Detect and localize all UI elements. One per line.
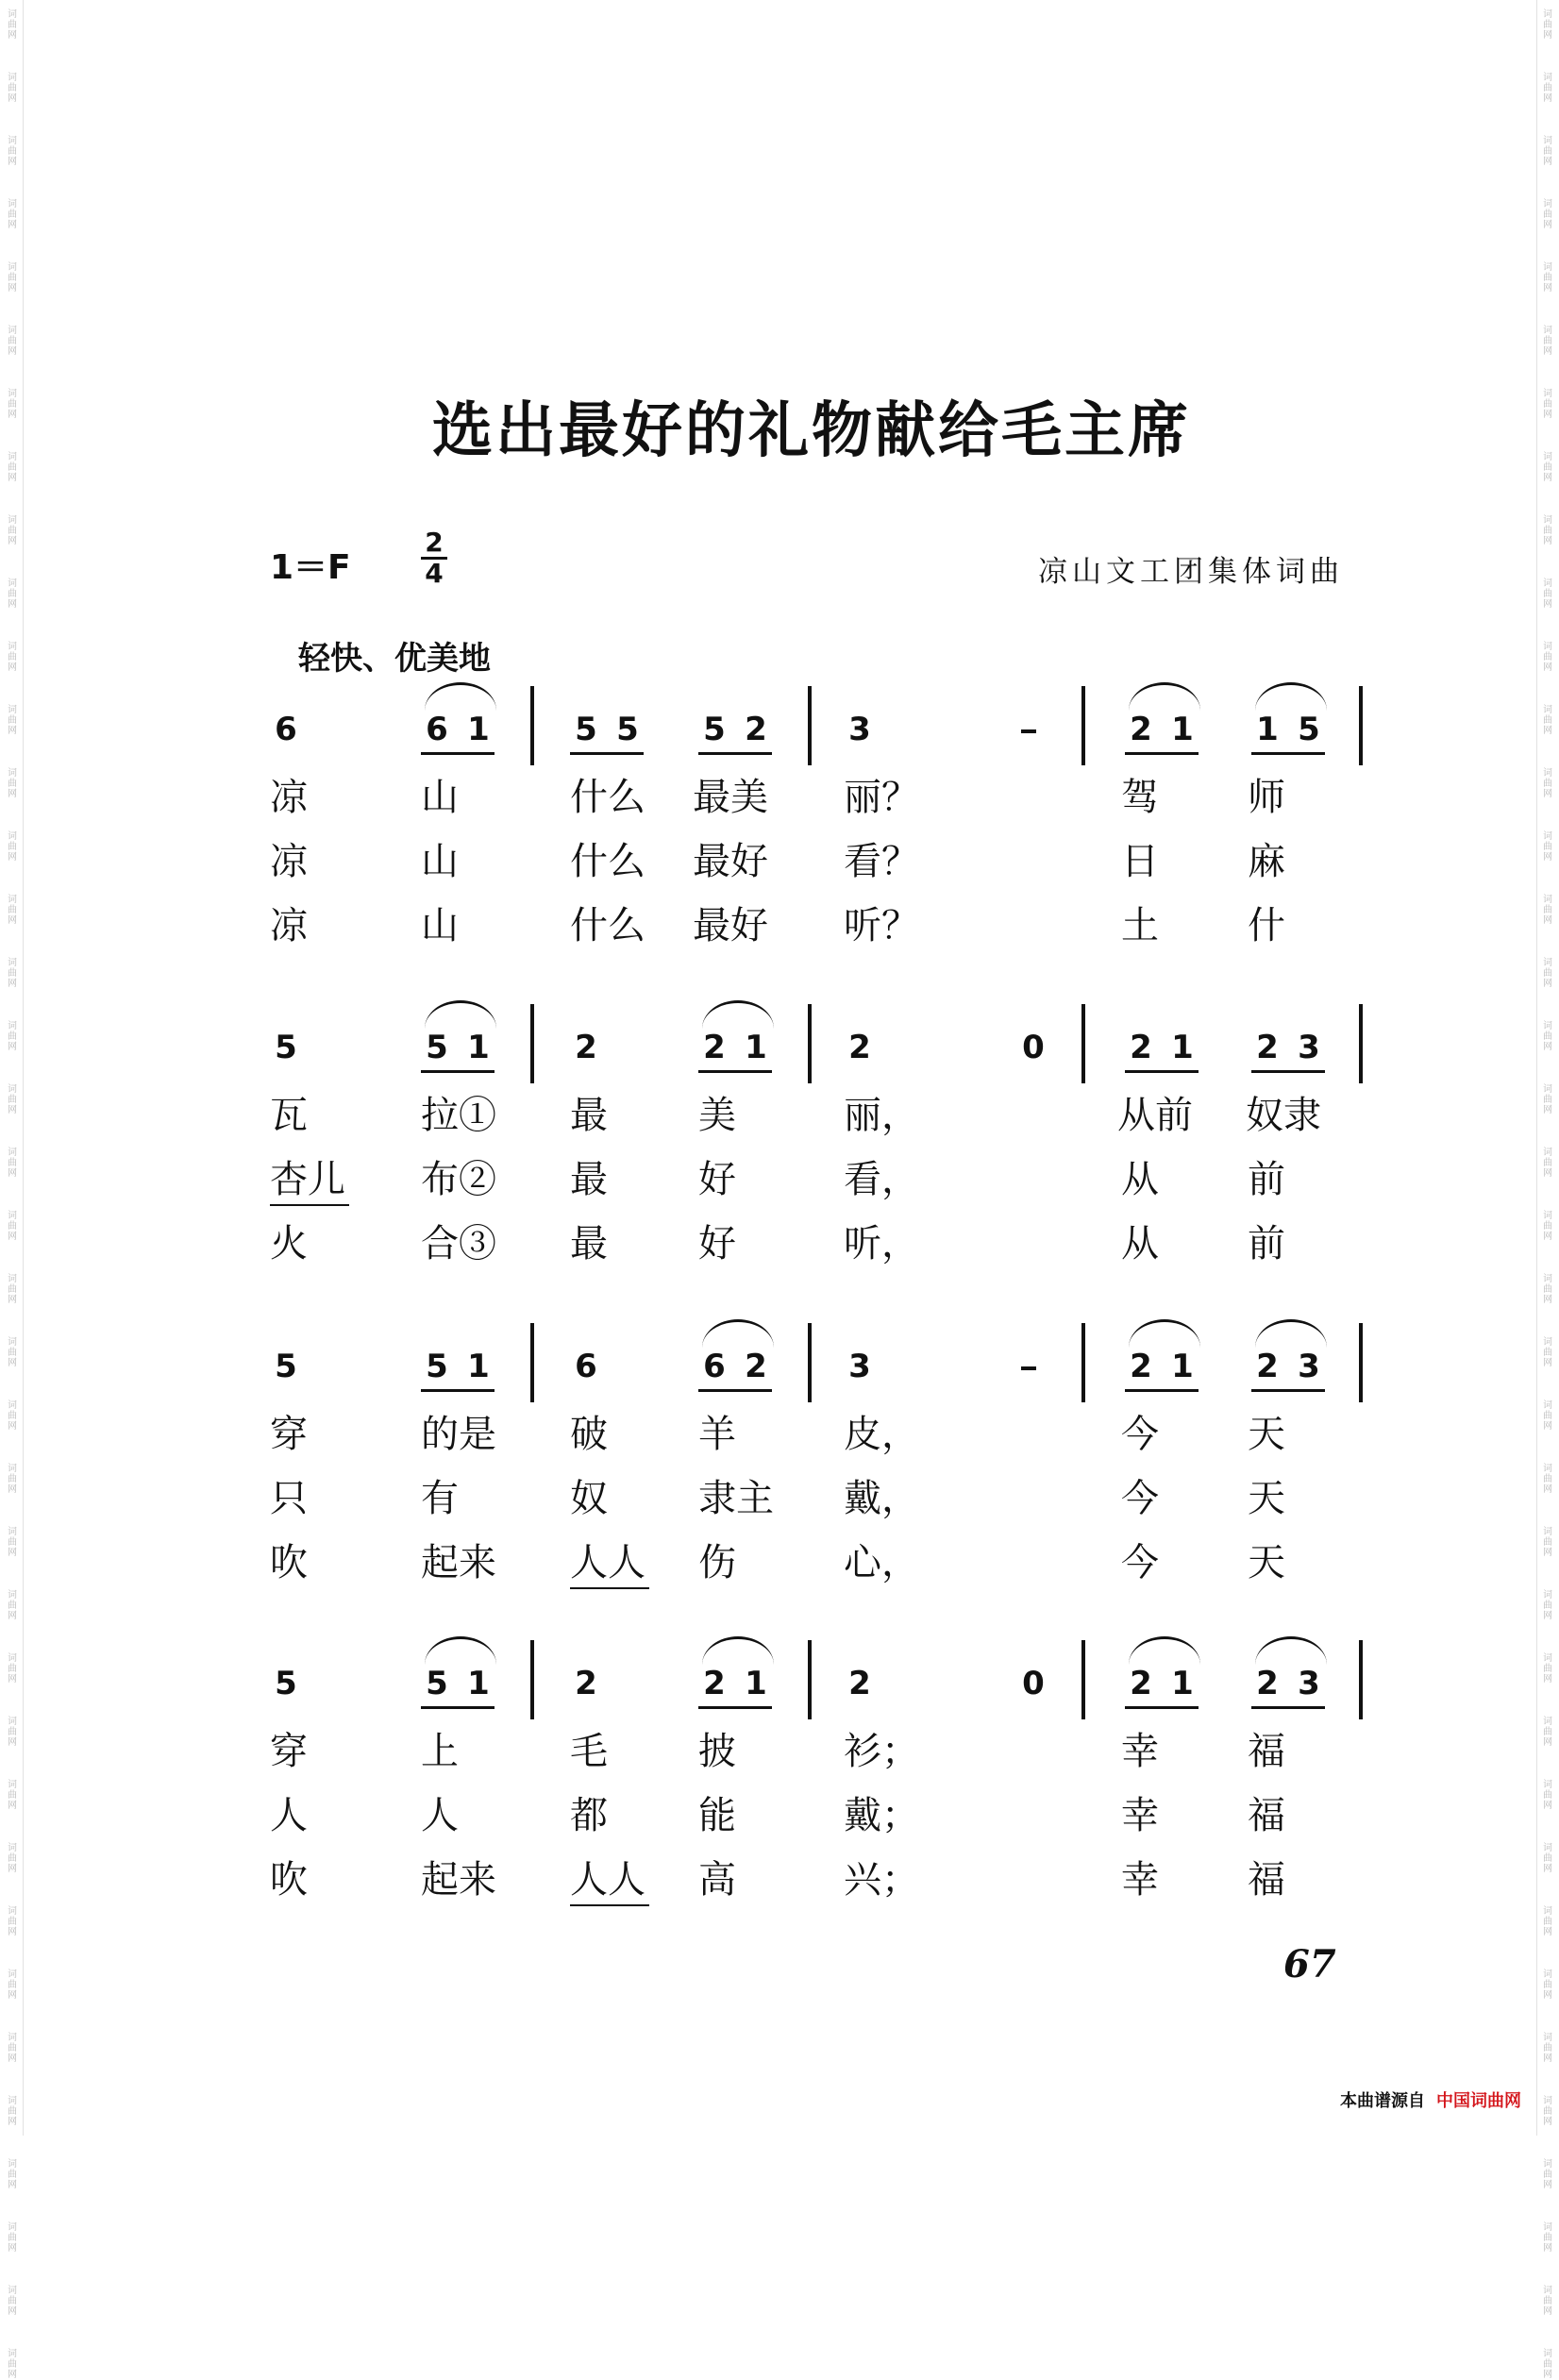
note: 5 [616,711,639,748]
watermark-text: 词曲网 [1543,2286,1552,2317]
lyric: 看， [844,1158,919,1201]
barline [1359,1004,1363,1083]
lyric: 听， [844,1222,919,1265]
eighth-beam [1125,1706,1199,1709]
lyric: 什 [1248,904,1285,947]
lyric: 人人 [570,1858,645,1902]
lyric: 天 [1248,1541,1285,1584]
watermark-text: 词曲网 [8,1400,17,1432]
watermark-text: 词曲网 [1543,1780,1552,1811]
watermark-text: 词曲网 [1543,895,1552,926]
watermark-text: 词曲网 [8,1021,17,1052]
watermark-text: 词曲网 [8,2349,17,2380]
watermark-text: 词曲网 [1543,9,1552,41]
eighth-beam [1125,752,1199,755]
lyric: 前 [1248,1222,1285,1265]
watermark-text: 词曲网 [8,768,17,799]
watermark-text: 词曲网 [1543,199,1552,230]
note: 5 [575,711,597,748]
lyric: 的是 [421,1413,496,1456]
watermark-text: 词曲网 [8,1653,17,1684]
watermark-text: 词曲网 [8,452,17,483]
lyric: 兴； [844,1858,919,1902]
lyric: 杏儿 [270,1158,345,1201]
lyric: 穿 [270,1730,308,1773]
watermark-text: 词曲网 [1543,1337,1552,1368]
note: 5 [275,1348,297,1385]
watermark-text: 词曲网 [1543,262,1552,293]
barline [1359,1323,1363,1402]
watermark-text: 词曲网 [8,389,17,420]
lyric: 师 [1248,776,1285,819]
lyric: 天 [1248,1413,1285,1456]
note: 2 [848,1665,871,1702]
lyric: 山 [421,840,459,883]
lyric: 今 [1121,1541,1159,1584]
note: 3 [848,1348,871,1385]
lyric: 山 [421,776,459,819]
lyric: 最好 [693,904,768,947]
eighth-beam [421,1706,495,1709]
watermark-text: 词曲网 [8,2159,17,2190]
watermark-text: 词曲网 [8,1780,17,1811]
note: 1 [1171,1029,1194,1066]
watermark-text: 词曲网 [8,326,17,357]
watermark-text: 词曲网 [8,1906,17,1937]
note: 1 [745,1665,767,1702]
note: 2 [1130,1348,1152,1385]
lyric: 布② [421,1158,496,1201]
eighth-beam [421,752,495,755]
note: 3 [1298,1348,1320,1385]
watermark-text: 词曲网 [8,642,17,673]
note: 6 [703,1348,726,1385]
note: 2 [703,1665,726,1702]
watermark-text: 词曲网 [1543,515,1552,546]
watermark-text: 词曲网 [8,1148,17,1179]
time-signature [421,528,447,588]
eighth-beam [1125,1070,1199,1073]
barline [808,1640,812,1719]
lyric: 土 [1121,904,1159,947]
lyric: 丽， [844,1094,919,1137]
eighth-beam [1125,1389,1199,1392]
note: 2 [1130,1665,1152,1702]
lyric: 毛 [570,1730,608,1773]
watermark-text: 词曲网 [8,2286,17,2317]
barline [1081,1640,1085,1719]
sustain-dash [1021,729,1036,733]
lyric: 今 [1121,1477,1159,1520]
lyric: 幸 [1121,1730,1159,1773]
lyric: 披 [698,1730,736,1773]
watermark-text: 词曲网 [1543,1464,1552,1495]
time-denominator: 4 [425,558,444,589]
watermark-text: 词曲网 [1543,1148,1552,1179]
watermark-text: 词曲网 [1543,452,1552,483]
watermark-text: 词曲网 [1543,2349,1552,2380]
lyric: 隶主 [698,1477,774,1520]
note: 1 [467,1348,490,1385]
lyric: 山 [421,904,459,947]
note: 0 [1022,1665,1045,1702]
barline [808,1004,812,1083]
lyric: 戴， [844,1477,919,1520]
barline [530,1640,534,1719]
eighth-beam [1251,1070,1325,1073]
lyric: 幸 [1121,1794,1159,1837]
slur [1255,682,1327,711]
watermark-text: 词曲网 [1543,768,1552,799]
note: 5 [703,711,726,748]
score-system-3 [0,1348,1559,1650]
eighth-beam [421,1070,495,1073]
lyric: 吹 [270,1541,308,1584]
watermark-text: 词曲网 [1543,136,1552,167]
lyric: 天 [1248,1477,1285,1520]
lyric: 瓦 [270,1094,308,1137]
note: 1 [1256,711,1279,748]
lyric: 好 [698,1158,736,1201]
lyric: 凉 [270,840,308,883]
lyric: 日 [1121,840,1159,883]
note: 5 [426,1029,448,1066]
lyric: 幸 [1121,1858,1159,1902]
lyric: 看？ [844,840,919,883]
lyric: 奴隶 [1246,1094,1321,1137]
watermark-text: 词曲网 [1543,2096,1552,2127]
note: 3 [1298,1029,1320,1066]
watermark-text: 词曲网 [8,1717,17,1748]
note: 2 [745,711,767,748]
watermark-text: 词曲网 [8,1527,17,1558]
lyric: 福 [1248,1858,1285,1902]
note: 1 [467,711,490,748]
lyric: 什么 [570,904,645,947]
watermark-text: 词曲网 [1543,2159,1552,2190]
eighth-beam [698,1706,772,1709]
watermark-text: 词曲网 [8,2033,17,2064]
tempo-marking: 轻快、优美地 [298,640,491,678]
note: 6 [426,711,448,748]
eighth-beam [1251,1706,1325,1709]
score-system-2 [0,1029,1559,1331]
barline [1081,686,1085,765]
note: 5 [426,1665,448,1702]
time-numerator: 2 [421,528,447,560]
watermark-text: 词曲网 [8,136,17,167]
note: 2 [1130,1029,1152,1066]
barline [1081,1323,1085,1402]
barline [530,1323,534,1402]
watermark-text: 词曲网 [8,705,17,736]
lyric: 什么 [570,840,645,883]
watermark-text: 词曲网 [1543,578,1552,610]
lyric: 福 [1248,1730,1285,1773]
watermark-text: 词曲网 [1543,958,1552,989]
watermark-text: 词曲网 [1543,1400,1552,1432]
note: 1 [467,1665,490,1702]
watermark-text: 词曲网 [1543,1653,1552,1684]
note: 2 [1256,1029,1279,1066]
barline [808,686,812,765]
watermark-text: 词曲网 [8,958,17,989]
note: 2 [703,1029,726,1066]
note: 1 [467,1029,490,1066]
lyric: 穿 [270,1413,308,1456]
watermark-text: 词曲网 [8,1464,17,1495]
watermark-text: 词曲网 [1543,2222,1552,2254]
lyric: 凉 [270,776,308,819]
note: 2 [1256,1348,1279,1385]
score-system-1 [0,711,1559,1013]
lyric-underline [570,1904,649,1906]
watermark-text: 词曲网 [1543,1906,1552,1937]
lyric: 心， [844,1541,919,1584]
lyric: 戴； [844,1794,919,1837]
note: 1 [1171,1665,1194,1702]
watermark-text: 词曲网 [8,1084,17,1115]
lyric: 从 [1121,1158,1159,1201]
lyric: 吹 [270,1858,308,1902]
barline [1359,686,1363,765]
lyric: 人人 [570,1541,645,1584]
watermark-text: 词曲网 [1543,705,1552,736]
eighth-beam [570,752,644,755]
lyric: 皮， [844,1413,919,1456]
lyric: 起来 [421,1541,496,1584]
watermark-text: 词曲网 [1543,642,1552,673]
barline [530,1004,534,1083]
watermark-text: 词曲网 [8,515,17,546]
note: 2 [575,1665,597,1702]
lyric: 听？ [844,904,919,947]
watermark-text: 词曲网 [8,578,17,610]
lyric: 都 [570,1794,608,1837]
lyric-underline [270,1204,349,1206]
eighth-beam [1251,1389,1325,1392]
lyric: 伤 [698,1541,736,1584]
lyric: 人 [270,1794,308,1837]
barline [530,686,534,765]
watermark-text: 词曲网 [1543,1527,1552,1558]
note: 1 [745,1029,767,1066]
lyric: 最 [570,1222,608,1265]
lyric: 最 [570,1094,608,1137]
watermark-text: 词曲网 [1543,73,1552,104]
watermark-text: 词曲网 [8,1843,17,1874]
lyric: 从前 [1117,1094,1193,1137]
source-site-link[interactable]: 中国词曲网 [1436,2091,1521,2111]
note: 1 [1171,711,1194,748]
score-system-4 [0,1665,1559,1967]
lyric: 有 [421,1477,459,1520]
lyric: 丽？ [844,776,919,819]
watermark-text: 词曲网 [8,9,17,41]
lyric: 什么 [570,776,645,819]
note: 2 [1130,711,1152,748]
barline [1081,1004,1085,1083]
watermark-text: 词曲网 [1543,1211,1552,1242]
note: 5 [275,1665,297,1702]
watermark-text: 词曲网 [1543,389,1552,420]
barline [1359,1640,1363,1719]
key-signature: 1＝F [270,548,351,587]
watermark-text: 词曲网 [8,1590,17,1621]
watermark-text: 词曲网 [1543,1084,1552,1115]
note: 5 [275,1029,297,1066]
slur [425,682,496,711]
watermark-text: 词曲网 [1543,1843,1552,1874]
watermark-text: 词曲网 [1543,1717,1552,1748]
eighth-beam [421,1389,495,1392]
watermark-text: 词曲网 [8,1274,17,1305]
watermark-text: 词曲网 [1543,1969,1552,2001]
lyric: 起来 [421,1858,496,1902]
sustain-dash [1021,1366,1036,1370]
note: 6 [575,1348,597,1385]
source-label: 本曲谱源自 [1340,2091,1425,2111]
song-title: 选出最好的礼物献给毛主席 [432,395,1191,466]
lyric: 高 [698,1858,736,1902]
lyric: 今 [1121,1413,1159,1456]
watermark-text: 词曲网 [8,2222,17,2254]
note: 1 [1171,1348,1194,1385]
lyric: 麻 [1248,840,1285,883]
watermark-text: 词曲网 [8,199,17,230]
watermark-text: 词曲网 [8,73,17,104]
lyric: 奴 [570,1477,608,1520]
note: 2 [575,1029,597,1066]
lyric: 福 [1248,1794,1285,1837]
watermark-text: 词曲网 [8,1969,17,2001]
lyric: 凉 [270,904,308,947]
lyric: 衫； [844,1730,919,1773]
note: 2 [745,1348,767,1385]
lyric: 好 [698,1222,736,1265]
eighth-beam [698,752,772,755]
eighth-beam [698,1389,772,1392]
slur [1129,682,1200,711]
note: 0 [1022,1029,1045,1066]
watermark-text: 词曲网 [1543,1021,1552,1052]
lyric: 前 [1248,1158,1285,1201]
eighth-beam [1251,752,1325,755]
note: 6 [275,711,297,748]
watermark-text: 词曲网 [1543,326,1552,357]
page-number: 67 [1283,1942,1336,1986]
note: 2 [1256,1665,1279,1702]
watermark-text: 词曲网 [8,1211,17,1242]
note: 3 [848,711,871,748]
eighth-beam [698,1070,772,1073]
note: 3 [1298,1665,1320,1702]
lyric: 上 [421,1730,459,1773]
lyric: 拉① [421,1094,496,1137]
watermark-text: 词曲网 [8,2096,17,2127]
watermark-text: 词曲网 [8,895,17,926]
note: 5 [426,1348,448,1385]
lyric: 最 [570,1158,608,1201]
lyric-underline [570,1587,649,1589]
note: 2 [848,1029,871,1066]
note: 5 [1298,711,1320,748]
watermark-text: 词曲网 [8,1337,17,1368]
lyric: 只 [270,1477,308,1520]
watermark-text: 词曲网 [1543,831,1552,863]
lyric: 最好 [693,840,768,883]
lyric: 美 [698,1094,736,1137]
barline [808,1323,812,1402]
lyric: 火 [270,1222,308,1265]
lyric: 合③ [421,1222,496,1265]
watermark-text: 词曲网 [1543,1590,1552,1621]
lyric: 从 [1121,1222,1159,1265]
watermark-text: 词曲网 [8,262,17,293]
source-footer [1340,2087,1521,2112]
lyric: 人 [421,1794,459,1837]
watermark-text: 词曲网 [1543,1274,1552,1305]
lyric: 最美 [693,776,768,819]
lyric: 羊 [698,1413,736,1456]
lyric: 驾 [1121,776,1159,819]
lyric: 破 [570,1413,608,1456]
watermark-text: 词曲网 [1543,2033,1552,2064]
composer-credit: 凉山文工团集体词曲 [1038,555,1344,589]
lyric: 能 [698,1794,736,1837]
watermark-text: 词曲网 [8,831,17,863]
